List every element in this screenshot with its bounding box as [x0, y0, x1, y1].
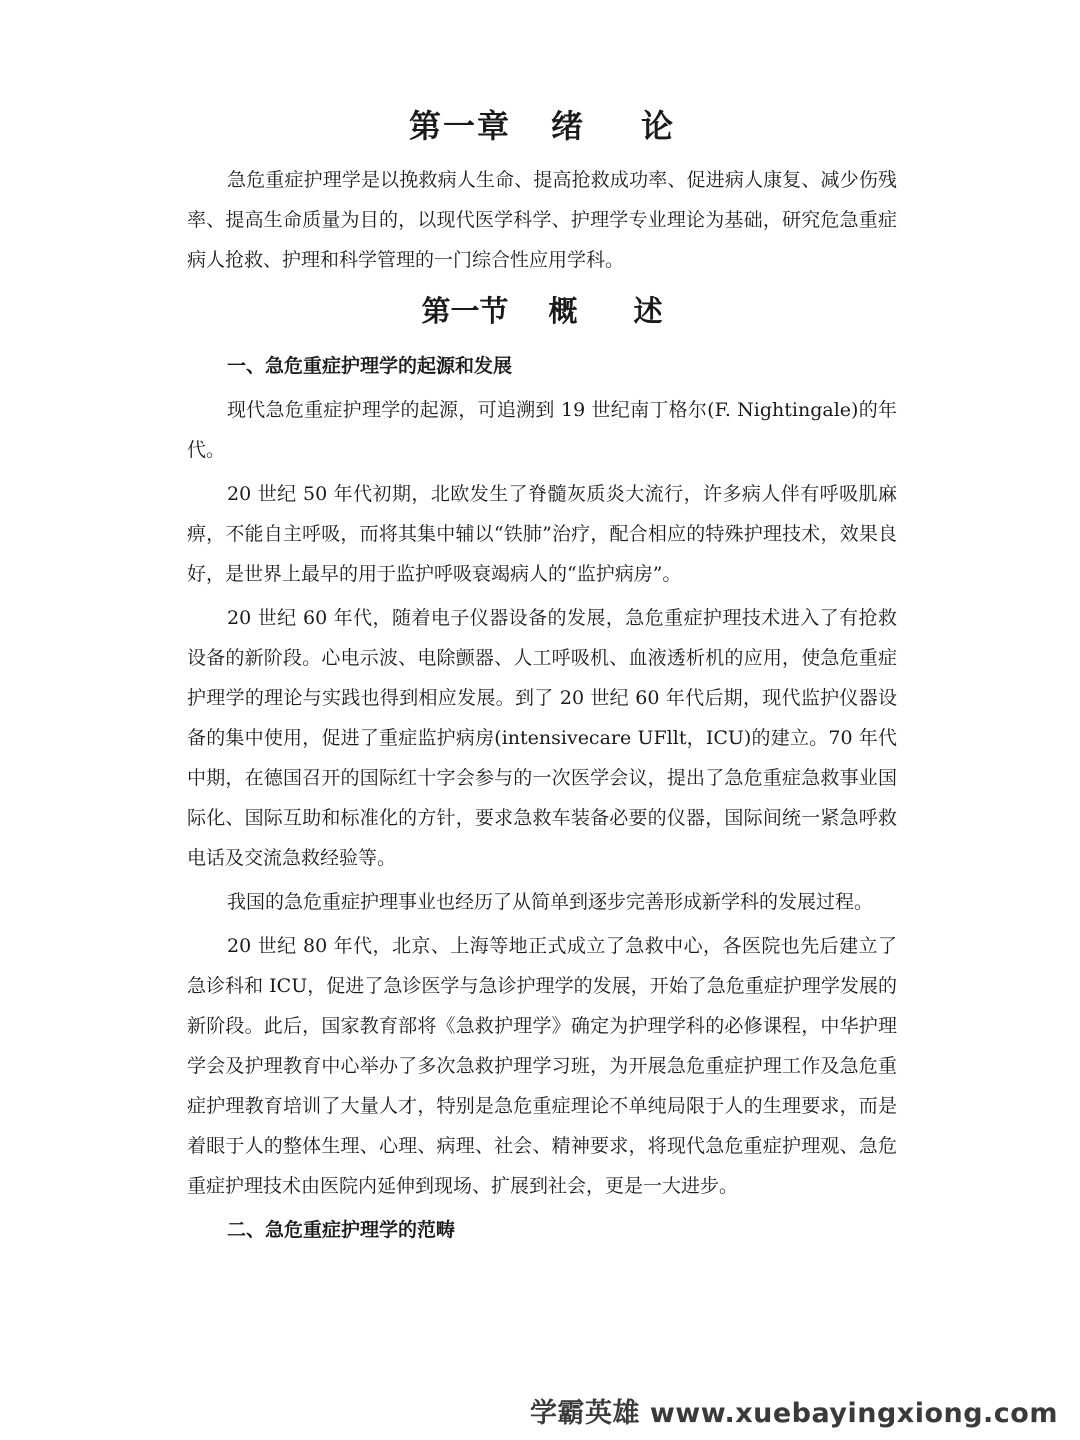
section-title: [187, 286, 897, 336]
paragraph: 我国的急危重症护理事业也经历了从简单到逐步完善形成新学科的发展过程。: [227, 891, 874, 913]
chapter-number: 第一章: [408, 107, 511, 145]
section-title-char-1: 概: [548, 294, 578, 328]
paragraph: 20 世纪 80 年代，北京、上海等地正式成立了急救中心，各医院也先后建立了急诊科和 ICU，促进了急诊医学与急诊护理学的发展，开始了急危重症护理学发展的新阶段。此后，国家教育部将《急救护理学》确定为护理学科的必修课程，中华护理学会及护理教育中心举办了多次急救护理学习班，为开展急危重症护理工作及急危重症护理教育培训了大量人才，特别是急危重症理论不单纯局限于人的生理要求，而是着眼于人的整体生理、心理、病理、社会、精神要求，将现代急危重症护理观、急危重症护理技术由医院内延伸到现场、扩展到社会，更是一大进步。: [187, 935, 897, 1197]
section-title-char-2: 述: [633, 294, 663, 328]
intro-paragraph: 急危重症护理学是以挽救病人生命、提高抢救成功率、促进病人康复、减少伤残率、提高生命质量为目的，以现代医学科学、护理学专业理论为基础，研究危急重症病人抢救、护理和科学管理的一门综合性应用学科。: [187, 169, 897, 271]
document-page: [187, 100, 897, 1254]
subheading-scope: 二、急危重症护理学的范畴: [227, 1219, 456, 1241]
paragraph: 20 世纪 60 年代，随着电子仪器设备的发展，急危重症护理技术进入了有抢救设备的新阶段。心电示波、电除颤器、人工呼吸机、血液透析机的应用，使急危重症护理学的理论与实践也得到相应发展。到了 20 世纪 60 年代后期，现代监护仪器设备的集中使用，促进了重症监护病房(intensivecare UFllt，ICU)的建立。70 年代中期，在德国召开的国际红十字会参与的一次医学会议，提出了急危重症急救事业国际化、国际互助和标准化的方针，要求急救车装备必要的仪器，国际间统一紧急呼救电话及交流急救经验等。: [187, 607, 897, 869]
paragraph: 20 世纪 50 年代初期，北欧发生了脊髓灰质炎大流行，许多病人伴有呼吸肌麻痹，不能自主呼吸，而将其集中辅以“铁肺”治疗，配合相应的特殊护理技术，效果良好，是世界上最早的用于监护呼吸衰竭病人的“监护病房”。: [187, 483, 897, 585]
chapter-title-char-1: 绪: [550, 107, 585, 145]
chapter-title-char-2: 论: [641, 107, 676, 145]
chapter-title: [187, 100, 897, 152]
watermark: 学霸英雄 www.xuebayingxiong.com: [529, 1398, 1058, 1429]
subheading-origin-development: 一、急危重症护理学的起源和发展: [227, 355, 513, 377]
section-number: 第一节: [421, 294, 509, 328]
paragraph: 现代急危重症护理学的起源，可追溯到 19 世纪南丁格尔(F. Nightingale)的年代。: [187, 399, 897, 461]
